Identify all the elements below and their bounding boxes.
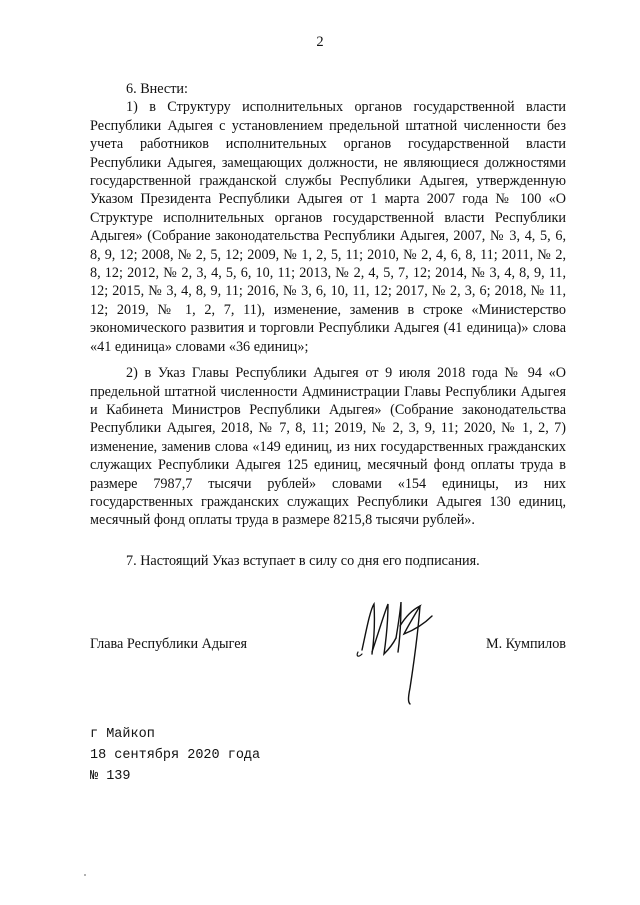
document-footer: [90, 724, 260, 787]
paragraph-item-6: 6. Внести:: [126, 81, 188, 97]
paragraph-item-7: 7. Настоящий Указ вступает в силу со дня его подписания.: [126, 552, 480, 569]
document-body: [90, 80, 566, 570]
handwritten-signature: [348, 592, 444, 712]
footer-city: г Майкоп: [90, 727, 155, 742]
paragraph-subitem-2: 2) в Указ Главы Республики Адыгея от 9 июля 2018 года № 94 «О предельной штатной численности Администрации Главы Республики Адыгея и Кабинета Министров Республики Адыгея» (Собрание законодательства Республики Адыгея, 2018, № 7, 8, 11; 2019, № 2, 3, 9, 11; 2020, № 1, 2, 7) изменение, заменив слова «149 единиц, из них государственных гражданских служащих Республики Адыгея 125 единиц, месячный фонд оплаты труда в размере 7987,7 тысячи рублей» словами «154 единицы, из них государственных гражданских служащих Республики Адыгея 130 единиц, месячный фонд оплаты труда в размере 8215,8 тысячи рублей».: [90, 365, 566, 529]
footer-date: 18 сентября 2020 года: [90, 748, 261, 763]
scan-speck: [84, 874, 86, 876]
paragraph-subitem-1: 1) в Структуру исполнительных органов государственной власти Республики Адыгея с установлением предельной штатной численности без учета работников исполнительных органов государственной власти Республики Адыгея, замещающих должности, не являющиеся должностями государственной гражданской службы Республики Адыгея, утвержденную Указом Президента Республики Адыгея от 1 марта 2007 года № 100 «О Структуре исполнительных органов государственной власти Республики Адыгея» (Собрание законодательства Республики Адыгея, 2007, № 3, 4, 5, 6, 8, 9, 12; 2008, № 2, 5, 12; 2009, № 1, 2, 5, 11; 2010, № 2, 4, 6, 8, 11; 2011, № 2, 8, 12; 2012, № 2, 3, 4, 5, 6, 10, 11; 2013, № 2, 4, 5, 7, 12; 2014, № 3, 4, 8, 9, 11, 12; 2015, № 3, 4, 8, 9, 11; 2016, № 3, 6, 10, 11, 12; 2017, № 2, 3, 6; 2018, № 11, 12; 2019, № 1, 2, 7, 11), изменение, заменив в строке «Министерство экономического развития и торговли Республики Адыгея (41 единица)» слова «41 единица» словами «36 единиц»;: [90, 99, 566, 355]
page-number: 2: [316, 34, 324, 50]
signatory-name: М. Кумпилов: [485, 636, 566, 652]
signature-block: [90, 636, 566, 660]
signatory-title: Глава Республики Адыгея: [90, 636, 248, 652]
footer-number: № 139: [90, 769, 131, 784]
